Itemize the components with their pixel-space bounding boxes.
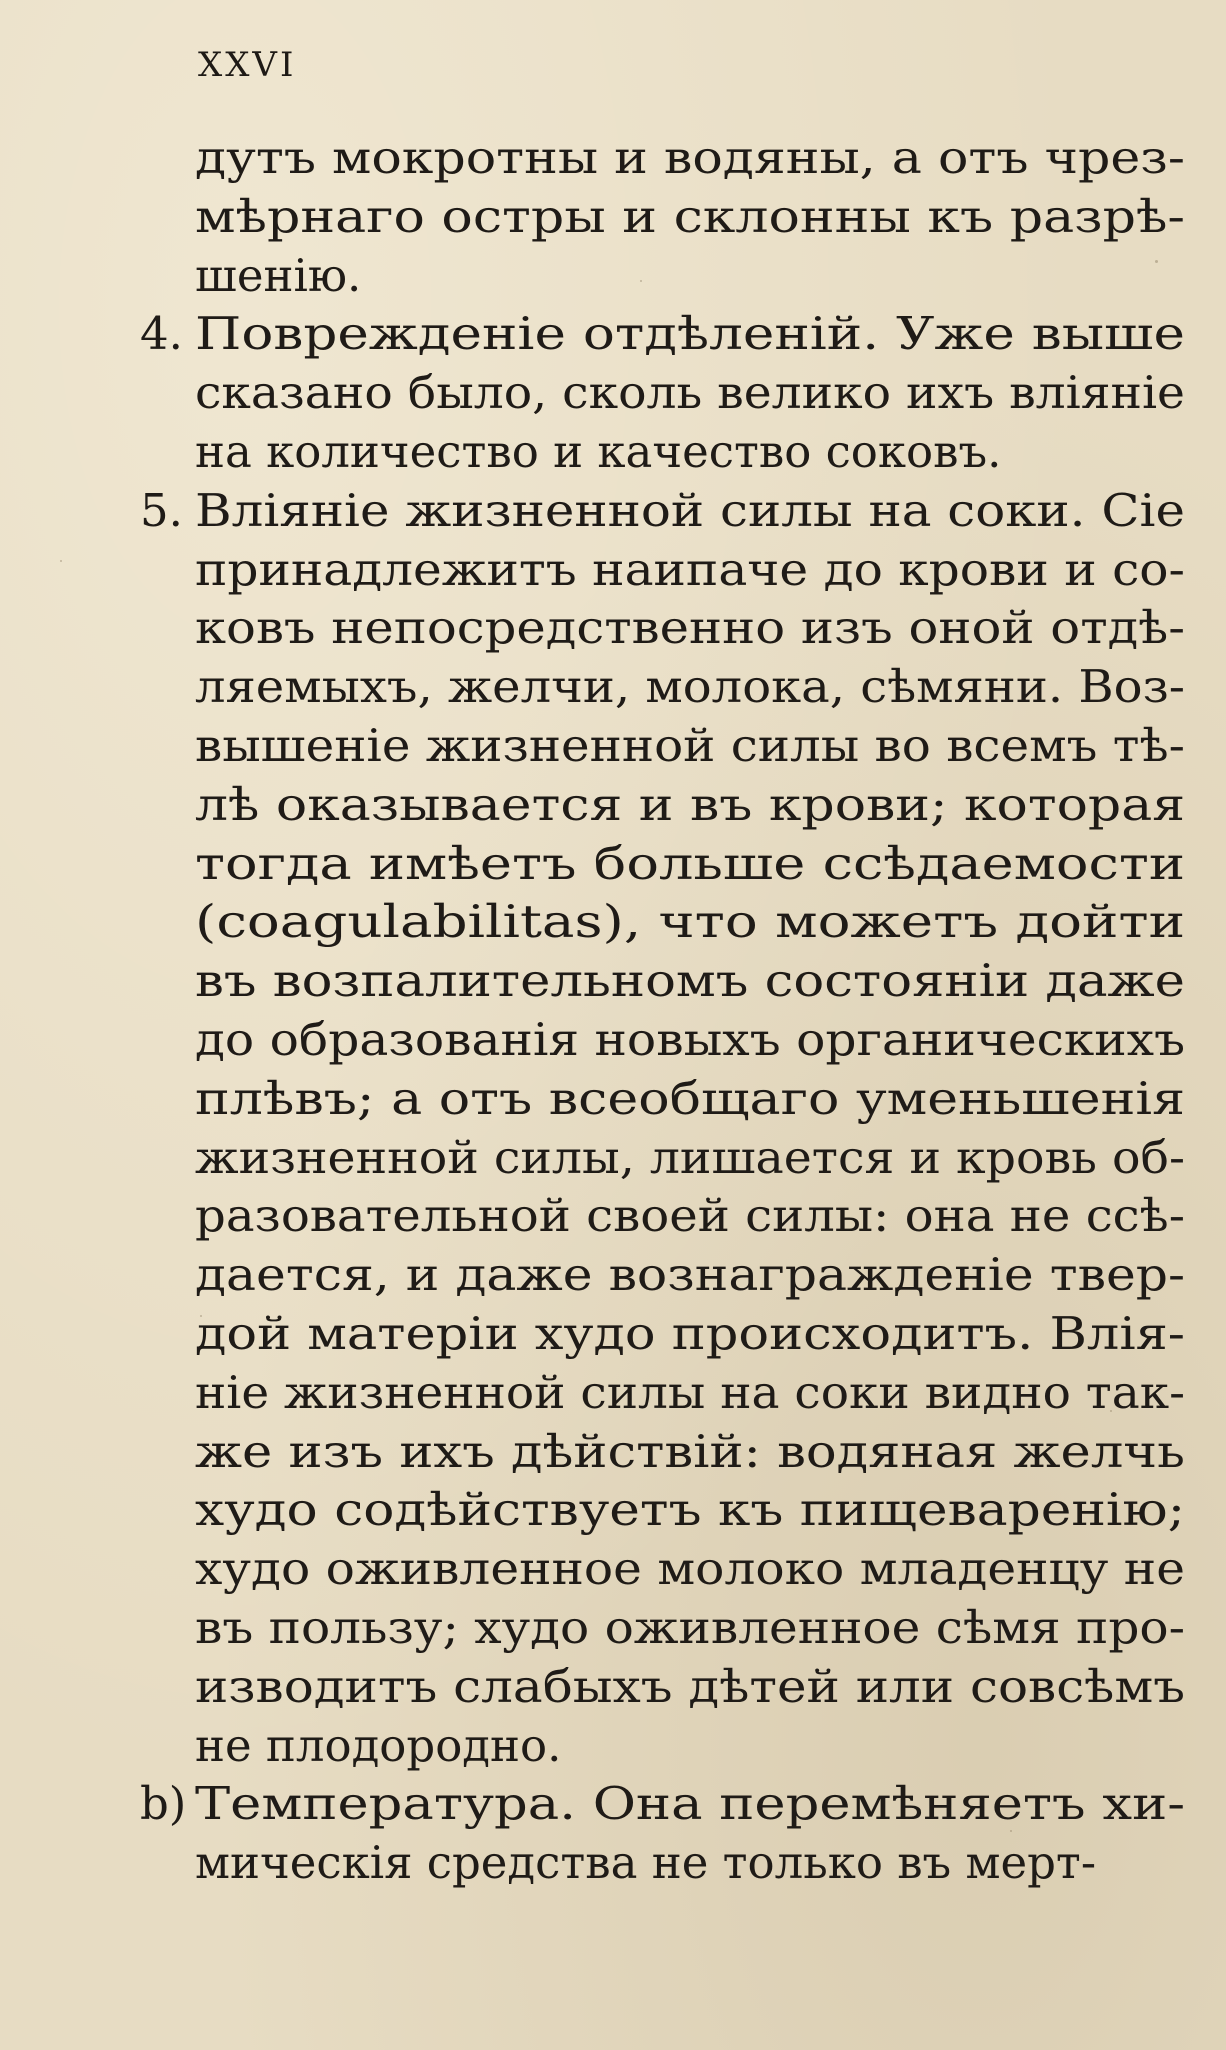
page-number: XXVI	[198, 45, 297, 85]
text-line: худо содѣйствуетъ къ пищеваренiю;	[195, 1483, 1186, 1537]
text-line: дается, и даже вознагражденiе твер-	[195, 1248, 1186, 1302]
text-line: же изъ ихъ дѣйствiй: водяная желчь	[195, 1424, 1185, 1478]
text-line: тогда имѣетъ больше ссѣдаемости	[195, 836, 1186, 890]
text-line: до образованiя новыхъ органическихъ	[195, 1013, 1186, 1066]
text-line: шенiю.	[195, 248, 362, 302]
paper-speck	[1010, 1830, 1012, 1832]
text-line: лѣ оказывается и въ крови; которая	[195, 777, 1186, 831]
text-line: въ возпалительномъ состоянiи даже	[195, 954, 1185, 1008]
text-line: не плодородно.	[195, 1718, 562, 1772]
text-line: худо оживленное молоко младенцу не	[195, 1542, 1185, 1596]
text-line: ляемыхъ, желчи, молока, сѣмяни. Воз-	[195, 660, 1186, 714]
text-line: мѣрнаго остры и склонны къ разрѣ-	[195, 189, 1186, 243]
text-line: на количество и качество соковъ.	[195, 425, 1002, 478]
paragraph-marker: 5.	[140, 483, 183, 537]
text-line: въ пользу; худо оживленное сѣмя про-	[195, 1601, 1186, 1654]
text-line: изводитъ слабыхъ дѣтей или совсѣмъ	[195, 1659, 1185, 1713]
text-line: Температура. Она перемѣняетъ хи-	[195, 1777, 1186, 1831]
text-line: Влiянiе жизненной силы на соки. Сiе	[195, 483, 1186, 537]
text-line: принадлежитъ наипаче до крови и со-	[195, 542, 1185, 596]
text-line: плѣвъ; а отъ всеобщаго уменьшенiя	[195, 1071, 1186, 1125]
paper-speck	[60, 560, 62, 562]
text-line: жизненной силы, лишается и кровь об-	[195, 1130, 1186, 1184]
text-line: Поврежденiе отдѣленiй. Уже выше	[195, 307, 1185, 361]
text-line: нiе жизненной силы на соки видно так-	[195, 1365, 1186, 1419]
paper-speck	[1110, 1410, 1112, 1412]
paper-speck	[1155, 260, 1158, 263]
text-line: (coagulabilitas), что можетъ дойти	[195, 895, 1186, 949]
paragraph-marker: 4.	[140, 307, 183, 361]
text-line: дутъ мокротны и водяны, а отъ чрез-	[195, 131, 1185, 184]
text-line: дой матерiи худо происходитъ. Влiя-	[195, 1307, 1186, 1360]
paper-speck	[200, 1315, 202, 1317]
paper-speck	[640, 280, 642, 282]
text-line: мическiя средства не только въ мерт-	[195, 1836, 1097, 1890]
paragraph-marker: b)	[140, 1777, 187, 1831]
text-line: разовательной своей силы: она не ссѣ-	[195, 1189, 1185, 1243]
paper-speck	[420, 1630, 422, 1632]
text-line: вышенiе жизненной силы во всемъ тѣ-	[195, 719, 1185, 772]
text-line: ковъ непосредственно изъ оной отдѣ-	[195, 601, 1185, 655]
text-line: сказано было, сколь велико ихъ влiянiе	[195, 366, 1185, 420]
paper-speck	[980, 700, 982, 702]
